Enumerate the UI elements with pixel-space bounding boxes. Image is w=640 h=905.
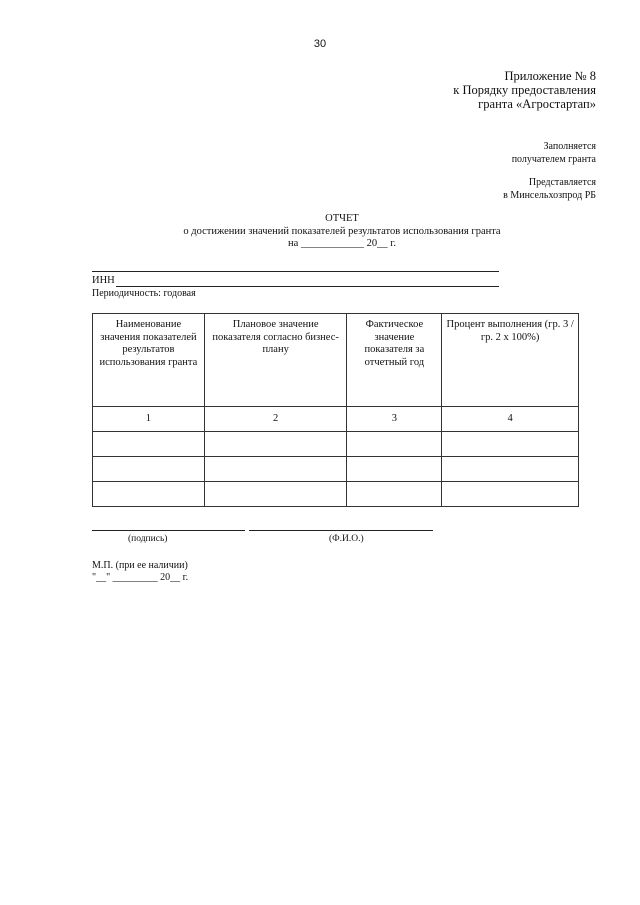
table-cell xyxy=(347,432,442,457)
table-cell xyxy=(93,432,205,457)
table-cell xyxy=(347,457,442,482)
appendix-line-2: к Порядку предоставления xyxy=(453,83,596,97)
stamp-date: "__" _________ 20__ г. xyxy=(92,571,189,583)
full-name-line xyxy=(249,530,433,531)
table-row xyxy=(93,432,579,457)
table-cell xyxy=(204,432,347,457)
column-number: 2 xyxy=(204,407,347,432)
inn-line xyxy=(116,286,499,287)
stamp-block xyxy=(92,560,188,583)
column-number: 4 xyxy=(442,407,579,432)
table-cell xyxy=(442,482,579,507)
header-planned-value: Плановое значение показателя согласно бизнес-плану xyxy=(204,314,347,407)
table-cell xyxy=(204,457,347,482)
signature-line xyxy=(92,530,245,531)
header-indicator-name: Наименование значения показателей результатов использования гранта xyxy=(93,314,205,407)
stamp-label: М.П. (при ее наличии) xyxy=(92,560,188,571)
filled-by-line-1: Заполняется xyxy=(543,141,596,152)
report-subtitle: о достижении значений показателей результатов использования гранта xyxy=(183,225,501,237)
table-row xyxy=(93,457,579,482)
appendix-line-1: Приложение № 8 xyxy=(504,69,596,83)
filled-by-line-2: получателем гранта xyxy=(511,153,596,165)
table-cell xyxy=(442,457,579,482)
submitted-to-line-2: в Минсельхозпрод РБ xyxy=(503,189,596,201)
report-date-line: на ____________ 20__ г. xyxy=(288,238,396,249)
organization-name-line xyxy=(92,271,499,272)
header-completion-percent: Процент выполнения (гр. 3 / гр. 2 x 100%) xyxy=(442,314,579,407)
header-actual-value: Фактическое значение показателя за отчетный год xyxy=(347,314,442,407)
appendix-line-3: гранта «Агростартап» xyxy=(478,97,596,111)
report-table xyxy=(92,313,579,507)
table-header-row xyxy=(93,314,579,407)
submitted-to-note xyxy=(503,177,596,202)
column-number-row xyxy=(93,407,579,432)
report-heading xyxy=(0,213,640,251)
table-row xyxy=(93,482,579,507)
page-number: 30 xyxy=(313,38,327,50)
table-cell xyxy=(442,432,579,457)
signature-label: (подпись) xyxy=(128,534,168,544)
column-number: 1 xyxy=(93,407,205,432)
filled-by-note xyxy=(512,141,596,166)
table-cell xyxy=(93,482,205,507)
table-cell xyxy=(347,482,442,507)
table-cell xyxy=(204,482,347,507)
full-name-label: (Ф.И.О.) xyxy=(329,534,364,544)
table-cell xyxy=(93,457,205,482)
submitted-to-line-1: Представляется xyxy=(528,177,596,188)
inn-label: ИНН xyxy=(92,275,115,286)
appendix-reference xyxy=(453,69,596,111)
report-title: ОТЧЕТ xyxy=(325,213,359,224)
column-number: 3 xyxy=(347,407,442,432)
periodicity: Периодичность: годовая xyxy=(92,288,196,299)
